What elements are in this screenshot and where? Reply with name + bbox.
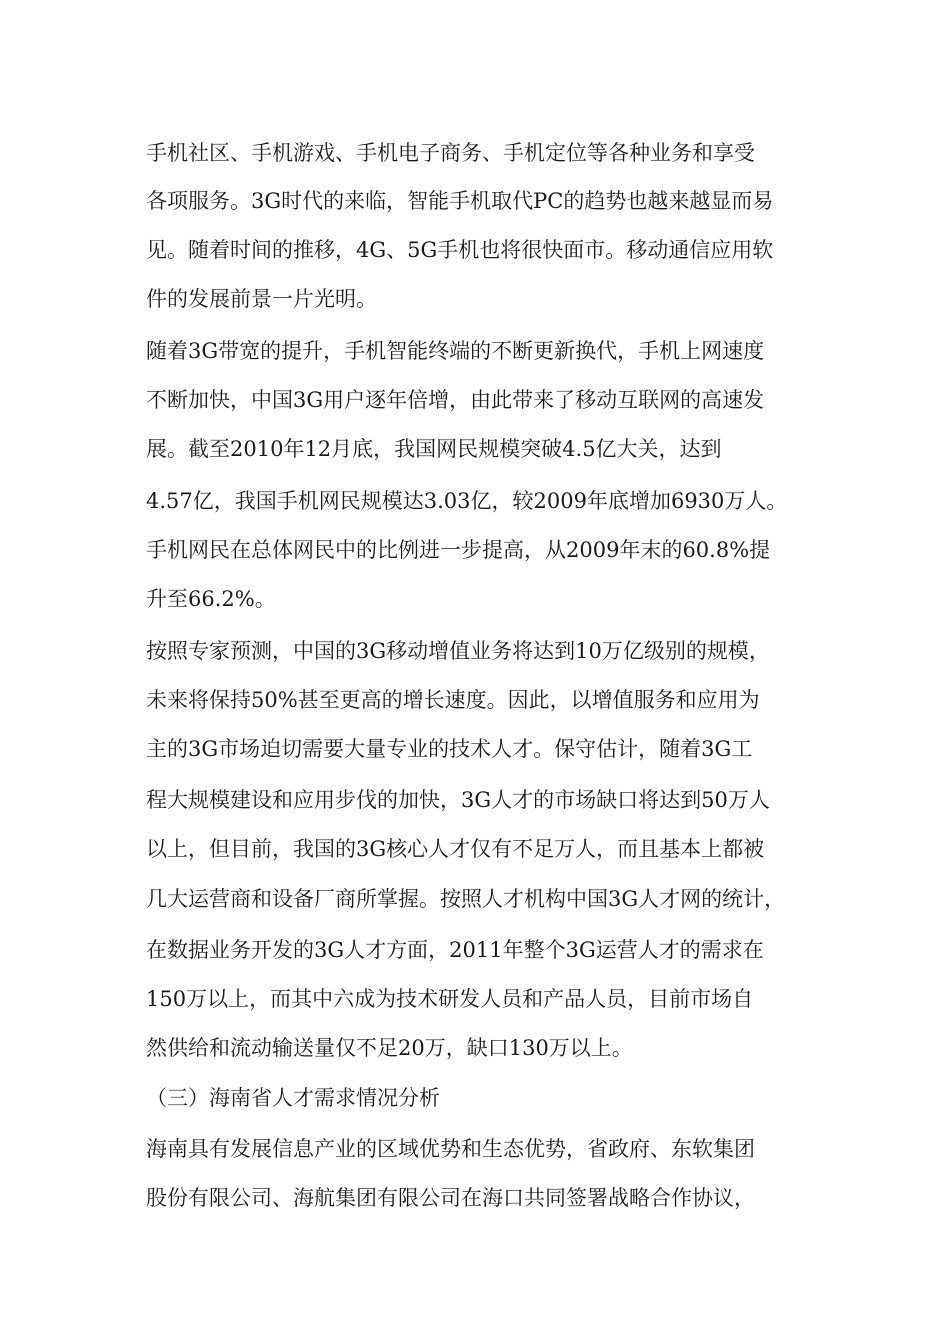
text-line: 以上，但目前，我国的3G核心人才仅有不足万人，而且基本上都被 bbox=[146, 837, 765, 861]
section-heading: （三）海南省人才需求情况分析 bbox=[146, 1086, 440, 1110]
text-line: 150万以上，而其中六成为技术研发人员和产品人员，目前市场自 bbox=[146, 987, 754, 1011]
text-line: 见。随着时间的推移，4G、5G手机也将很快面市。移动通信应用软 bbox=[146, 238, 774, 262]
text-line: 海南具有发展信息产业的区域优势和生态优势，省政府、东软集团 bbox=[146, 1137, 755, 1161]
text-line: 4.57亿，我国手机网民规模达3.03亿，较2009年底增加6930万人。 bbox=[146, 489, 788, 513]
text-line: 几大运营商和设备厂商所掌握。按照人才机构中国3G人才网的统计， bbox=[146, 887, 786, 911]
text-line: 主的3G市场迫切需要大量专业的技术人才。保守估计，随着3G工 bbox=[146, 737, 753, 761]
text-line: 股份有限公司、海航集团有限公司在海口共同签署战略合作协议， bbox=[146, 1186, 755, 1210]
text-line: 手机网民在总体网民中的比例进一步提高，从2009年末的60.8%提 bbox=[146, 538, 771, 562]
text-line: 升至66.2%。 bbox=[146, 587, 276, 611]
text-line: 然供给和流动输送量仅不足20万，缺口130万以上。 bbox=[146, 1036, 633, 1060]
text-line: 不断加快，中国3G用户逐年倍增，由此带来了移动互联网的高速发 bbox=[146, 388, 765, 412]
text-line: 随着3G带宽的提升，手机智能终端的不断更新换代，手机上网速度 bbox=[146, 339, 765, 363]
text-line: 展。截至2010年12月底，我国网民规模突破4.5亿大关，达到 bbox=[146, 437, 722, 461]
text-line: 按照专家预测，中国的3G移动增值业务将达到10万亿级别的规模， bbox=[146, 639, 770, 663]
text-line: 未来将保持50%甚至更高的增长速度。因此，以增值服务和应用为 bbox=[146, 688, 760, 712]
text-line: 程大规模建设和应用步伐的加快，3G人才的市场缺口将达到50万人 bbox=[146, 788, 770, 812]
text-line: 在数据业务开发的3G人才方面，2011年整个3G运营人才的需求在 bbox=[146, 938, 764, 962]
text-line: 手机社区、手机游戏、手机电子商务、手机定位等各种业务和享受 bbox=[146, 141, 755, 165]
text-line: 件的发展前景一片光明。 bbox=[146, 287, 377, 311]
text-line: 各项服务。3G时代的来临，智能手机取代PC的趋势也越来越显而易 bbox=[146, 189, 774, 213]
